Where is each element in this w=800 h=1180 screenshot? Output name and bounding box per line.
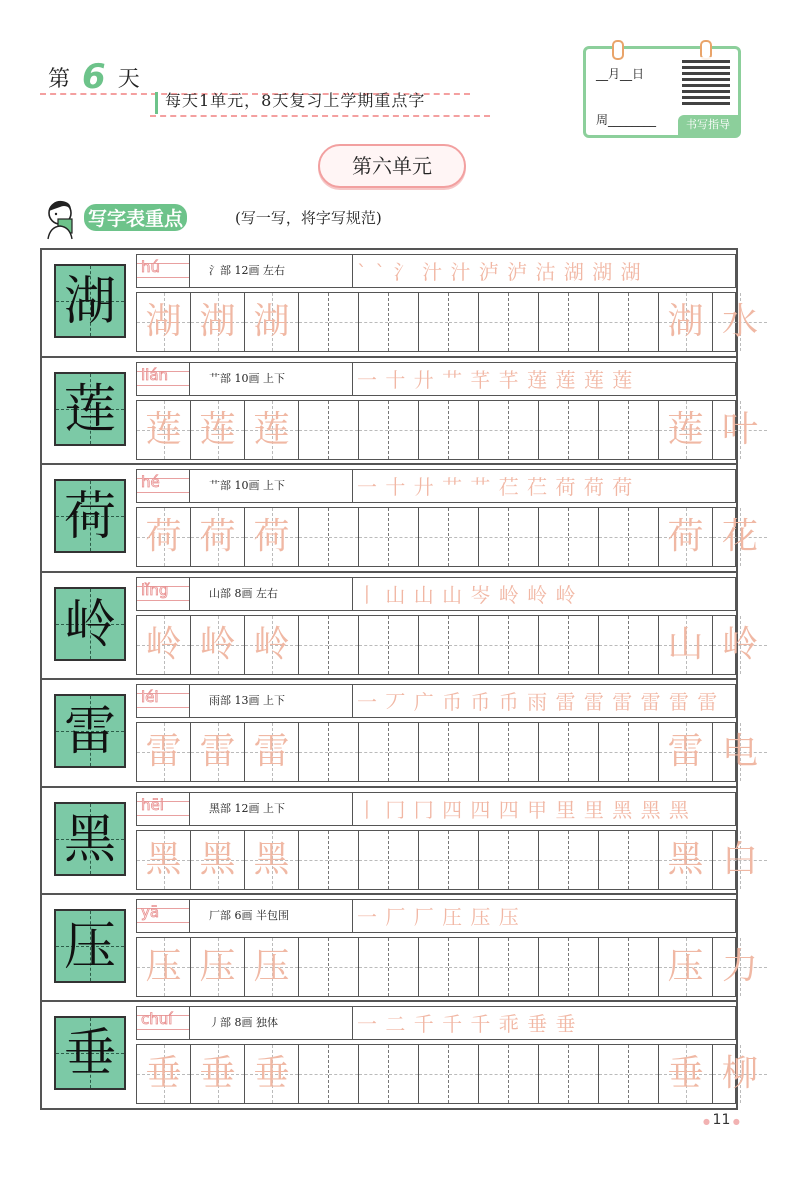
practice-cell[interactable] (599, 616, 629, 674)
trace-char: 莲 (145, 409, 182, 450)
pinyin-box (137, 793, 190, 825)
pinyin-box (137, 1007, 190, 1039)
info-strip (136, 577, 736, 611)
practice-cell[interactable] (299, 616, 329, 674)
practice-cell[interactable] (479, 293, 509, 351)
trace-char: 垂 (145, 1053, 182, 1094)
word-cell[interactable] (713, 508, 767, 566)
practice-cell[interactable] (389, 401, 419, 459)
practice-cell[interactable] (359, 723, 389, 781)
trace-cell[interactable] (191, 508, 245, 566)
model-char: 雷 (63, 702, 116, 762)
word-cell[interactable] (659, 1045, 713, 1103)
info-strip (136, 469, 736, 503)
stroke-order: 一 十 廾 艹 芊 芊 莲 莲 莲 莲 (357, 368, 634, 392)
stroke-order: 丨 冂 冂 四 四 四 甲 里 里 黑 黑 黑 (357, 798, 690, 822)
char-info: 雨部 13画 上下 (197, 685, 353, 717)
trace-char: 莲 (253, 409, 290, 450)
trace-char: 荷 (253, 516, 290, 557)
practice-cell[interactable] (359, 938, 389, 996)
trace-cell[interactable] (245, 616, 299, 674)
practice-cell[interactable] (329, 831, 359, 889)
trace-cell[interactable] (137, 938, 191, 996)
section-title: 写字表重点 (84, 204, 187, 231)
practice-cell[interactable] (449, 1045, 479, 1103)
practice-cell[interactable] (299, 401, 329, 459)
practice-cell[interactable] (569, 723, 599, 781)
slogan-accent-bar (155, 92, 158, 114)
trace-char: 黑 (199, 839, 236, 880)
practice-cell[interactable] (509, 938, 539, 996)
practice-cell[interactable] (629, 938, 659, 996)
practice-row (40, 678, 758, 788)
pinyin: hēi (141, 796, 164, 814)
practice-cell[interactable] (539, 938, 569, 996)
word-char: 水 (721, 301, 758, 342)
practice-cell[interactable] (299, 293, 329, 351)
trace-char: 压 (145, 946, 182, 987)
trace-char: 压 (199, 946, 236, 987)
practice-cell[interactable] (539, 616, 569, 674)
trace-char: 雷 (145, 731, 182, 772)
practice-cell[interactable] (389, 508, 419, 566)
word-cell[interactable] (659, 293, 713, 351)
trace-char: 压 (253, 946, 290, 987)
trace-cell[interactable] (245, 293, 299, 351)
practice-cell[interactable] (569, 1045, 599, 1103)
model-char-box (54, 694, 126, 768)
practice-cell[interactable] (449, 831, 479, 889)
word-char: 柳 (721, 1053, 758, 1094)
writing-grid (136, 722, 758, 782)
date-card (583, 46, 741, 138)
ring-icon (612, 40, 624, 60)
section-subtitle: (写一写，将字写规范) (235, 209, 382, 227)
trace-cell[interactable] (191, 831, 245, 889)
practice-cell[interactable] (419, 723, 449, 781)
writing-grid (136, 937, 758, 997)
writing-grid (136, 400, 758, 460)
word-char: 花 (721, 516, 758, 557)
word-char: 荷 (667, 516, 704, 557)
writing-grid (136, 507, 758, 567)
practice-cell[interactable] (569, 401, 599, 459)
writing-grid (136, 1044, 758, 1104)
practice-cell[interactable] (359, 293, 389, 351)
model-char-box (54, 587, 126, 661)
practice-cell[interactable] (509, 616, 539, 674)
boy-reading-icon (40, 197, 80, 241)
practice-cell[interactable] (449, 401, 479, 459)
practice-cell[interactable] (329, 616, 359, 674)
word-char: 白 (721, 839, 758, 880)
practice-cell[interactable] (419, 938, 449, 996)
char-info: 厂部 6画 半包围 (197, 900, 353, 932)
info-strip (136, 684, 736, 718)
practice-cell[interactable] (629, 401, 659, 459)
trace-cell[interactable] (245, 723, 299, 781)
unit-title: 第六单元 (318, 144, 466, 188)
practice-cell[interactable] (599, 831, 629, 889)
practice-cell[interactable] (539, 723, 569, 781)
trace-char: 岭 (199, 624, 236, 665)
trace-cell[interactable] (191, 293, 245, 351)
pinyin-box (137, 363, 190, 395)
practice-cell[interactable] (629, 616, 659, 674)
week-field[interactable]: 周________ (596, 113, 657, 127)
word-cell[interactable] (713, 401, 767, 459)
practice-cell[interactable] (299, 723, 329, 781)
trace-cell[interactable] (137, 831, 191, 889)
day-suffix: 天 (117, 67, 140, 92)
trace-cell[interactable] (137, 723, 191, 781)
page-number: ● 11 ● (703, 1112, 740, 1128)
word-cell[interactable] (713, 831, 767, 889)
day-prefix: 第 (48, 67, 71, 92)
stroke-order: 一 丆 广 币 币 币 雨 雷 雷 雷 雷 雷 雷 (357, 690, 719, 714)
practice-cell[interactable] (479, 831, 509, 889)
practice-cell[interactable] (629, 293, 659, 351)
practice-cell[interactable] (299, 1045, 329, 1103)
trace-char: 雷 (199, 731, 236, 772)
practice-cell[interactable] (479, 401, 509, 459)
pinyin: hú (141, 258, 161, 276)
word-cell[interactable] (713, 616, 767, 674)
slogan-underline (150, 115, 490, 117)
trace-cell[interactable] (245, 401, 299, 459)
word-cell[interactable] (659, 938, 713, 996)
writing-grid (136, 830, 758, 890)
practice-cell[interactable] (299, 508, 329, 566)
practice-cell[interactable] (449, 293, 479, 351)
word-cell[interactable] (659, 401, 713, 459)
trace-cell[interactable] (245, 1045, 299, 1103)
practice-cell[interactable] (509, 401, 539, 459)
practice-cell[interactable] (389, 616, 419, 674)
trace-cell[interactable] (245, 938, 299, 996)
practice-cell[interactable] (329, 938, 359, 996)
trace-char: 荷 (199, 516, 236, 557)
pinyin: yā (141, 903, 160, 921)
stroke-order: ` ` 氵 汁 汁 泸 泸 沽 湖 湖 湖 (357, 260, 642, 284)
stroke-order: 一 十 廾 艹 艹 芢 芢 荷 荷 荷 (357, 475, 634, 499)
practice-cell[interactable] (419, 616, 449, 674)
practice-row (40, 893, 758, 1003)
practice-cell[interactable] (539, 508, 569, 566)
word-cell[interactable] (659, 831, 713, 889)
model-char-box (54, 372, 126, 446)
practice-cell[interactable] (329, 401, 359, 459)
day-title (48, 55, 140, 95)
trace-cell[interactable] (245, 508, 299, 566)
char-info: 丿部 8画 独体 (197, 1007, 353, 1039)
trace-char: 黑 (145, 839, 182, 880)
word-char: 垂 (667, 1053, 704, 1094)
practice-cell[interactable] (569, 831, 599, 889)
word-char: 力 (721, 946, 758, 987)
trace-char: 湖 (253, 301, 290, 342)
writing-grid (136, 292, 758, 352)
practice-cell[interactable] (449, 938, 479, 996)
practice-cell[interactable] (419, 401, 449, 459)
practice-cell[interactable] (479, 508, 509, 566)
word-char: 湖 (667, 301, 704, 342)
practice-cell[interactable] (389, 293, 419, 351)
word-char: 叶 (721, 409, 758, 450)
practice-row (40, 1000, 758, 1110)
trace-cell[interactable] (137, 508, 191, 566)
day-number: 6 (82, 57, 106, 97)
practice-cell[interactable] (359, 616, 389, 674)
practice-cell[interactable] (419, 293, 449, 351)
pinyin: lǐng (141, 581, 169, 599)
practice-cell[interactable] (299, 938, 329, 996)
practice-cell[interactable] (539, 1045, 569, 1103)
practice-cell[interactable] (299, 831, 329, 889)
word-cell[interactable] (659, 723, 713, 781)
trace-char: 荷 (145, 516, 182, 557)
trace-char: 莲 (199, 409, 236, 450)
practice-cell[interactable] (389, 1045, 419, 1103)
trace-cell[interactable] (137, 1045, 191, 1103)
practice-cell[interactable] (569, 616, 599, 674)
practice-cell[interactable] (389, 831, 419, 889)
word-cell[interactable] (713, 293, 767, 351)
model-char-box (54, 264, 126, 338)
practice-cell[interactable] (599, 723, 629, 781)
practice-cell[interactable] (629, 831, 659, 889)
writing-grid (136, 615, 758, 675)
word-cell[interactable] (659, 616, 713, 674)
practice-cell[interactable] (389, 938, 419, 996)
trace-cell[interactable] (191, 1045, 245, 1103)
pinyin-box (137, 255, 190, 287)
practice-cell[interactable] (599, 293, 629, 351)
practice-row (40, 571, 758, 681)
practice-cell[interactable] (629, 723, 659, 781)
practice-cell[interactable] (539, 401, 569, 459)
model-char: 压 (63, 917, 116, 977)
model-char: 垂 (63, 1024, 116, 1084)
pinyin: lián (141, 366, 169, 384)
word-char: 压 (667, 946, 704, 987)
practice-cell[interactable] (629, 508, 659, 566)
info-strip (136, 792, 736, 826)
word-char: 雷 (667, 731, 704, 772)
trace-char: 岭 (145, 624, 182, 665)
practice-cell[interactable] (509, 508, 539, 566)
model-char: 岭 (63, 595, 116, 655)
pinyin-box (137, 470, 190, 502)
word-char: 山 (667, 624, 704, 665)
pinyin-box (137, 578, 190, 610)
practice-cell[interactable] (569, 293, 599, 351)
word-char: 岭 (721, 624, 758, 665)
pinyin-box (137, 900, 190, 932)
practice-cell[interactable] (539, 831, 569, 889)
model-char: 荷 (63, 487, 116, 547)
date-field[interactable]: __月__日 (596, 67, 645, 81)
practice-cell[interactable] (359, 1045, 389, 1103)
practice-cell[interactable] (329, 293, 359, 351)
practice-cell[interactable] (329, 508, 359, 566)
model-char-box (54, 909, 126, 983)
qr-code-icon[interactable] (682, 57, 730, 105)
model-char: 湖 (63, 272, 116, 332)
word-cell[interactable] (713, 723, 767, 781)
practice-cell[interactable] (479, 938, 509, 996)
trace-cell[interactable] (191, 938, 245, 996)
practice-row (40, 356, 758, 466)
trace-char: 黑 (253, 839, 290, 880)
info-strip (136, 899, 736, 933)
char-info: 黑部 12画 上下 (197, 793, 353, 825)
practice-cell[interactable] (539, 293, 569, 351)
info-strip (136, 254, 736, 288)
practice-cell[interactable] (479, 723, 509, 781)
model-char-box (54, 1016, 126, 1090)
practice-cell[interactable] (569, 508, 599, 566)
practice-cell[interactable] (359, 401, 389, 459)
practice-cell[interactable] (329, 723, 359, 781)
practice-cell[interactable] (389, 723, 419, 781)
practice-row (40, 463, 758, 573)
pinyin: léi (141, 688, 159, 706)
practice-cell[interactable] (509, 831, 539, 889)
word-cell[interactable] (713, 938, 767, 996)
word-cell[interactable] (659, 508, 713, 566)
model-char: 黑 (63, 810, 116, 870)
practice-cell[interactable] (509, 293, 539, 351)
practice-cell[interactable] (599, 1045, 629, 1103)
pinyin-box (137, 685, 190, 717)
pinyin: chuí (141, 1010, 173, 1028)
trace-cell[interactable] (137, 293, 191, 351)
trace-char: 岭 (253, 624, 290, 665)
practice-cell[interactable] (509, 723, 539, 781)
word-char: 莲 (667, 409, 704, 450)
model-char-box (54, 802, 126, 876)
practice-cell[interactable] (509, 1045, 539, 1103)
trace-cell[interactable] (191, 401, 245, 459)
trace-char: 湖 (145, 301, 182, 342)
practice-cell[interactable] (479, 616, 509, 674)
model-char: 莲 (63, 380, 116, 440)
practice-row (40, 786, 758, 896)
practice-cell[interactable] (449, 508, 479, 566)
trace-cell[interactable] (137, 401, 191, 459)
char-info: 氵部 12画 左右 (197, 255, 353, 287)
practice-cell[interactable] (599, 401, 629, 459)
practice-cell[interactable] (599, 508, 629, 566)
trace-char: 雷 (253, 731, 290, 772)
word-char: 电 (721, 731, 758, 772)
char-info: 山部 8画 左右 (197, 578, 353, 610)
info-strip (136, 1006, 736, 1040)
practice-cell[interactable] (569, 938, 599, 996)
trace-cell[interactable] (191, 723, 245, 781)
pinyin: hé (141, 473, 160, 491)
char-info: 艹部 10画 上下 (197, 470, 353, 502)
practice-cell[interactable] (479, 1045, 509, 1103)
trace-char: 垂 (199, 1053, 236, 1094)
practice-cell[interactable] (419, 831, 449, 889)
trace-cell[interactable] (245, 831, 299, 889)
qr-label: 书写指导 (678, 115, 738, 135)
practice-row (40, 248, 758, 358)
word-char: 黑 (667, 839, 704, 880)
practice-cell[interactable] (329, 1045, 359, 1103)
practice-cell[interactable] (359, 508, 389, 566)
stroke-order: 一 厂 厂 圧 压 压 (357, 905, 520, 929)
slogan: 每天1单元，8天复习上学期重点字 (165, 91, 426, 110)
trace-cell[interactable] (137, 616, 191, 674)
practice-cell[interactable] (419, 1045, 449, 1103)
stroke-order: 丨 山 山 山 岑 岭 岭 岭 (357, 583, 577, 607)
trace-char: 湖 (199, 301, 236, 342)
practice-cell[interactable] (419, 508, 449, 566)
trace-cell[interactable] (191, 616, 245, 674)
model-char-box (54, 479, 126, 553)
practice-cell[interactable] (599, 938, 629, 996)
practice-cell[interactable] (449, 616, 479, 674)
practice-cell[interactable] (449, 723, 479, 781)
practice-cell[interactable] (629, 1045, 659, 1103)
char-info: 艹部 10画 上下 (197, 363, 353, 395)
trace-char: 垂 (253, 1053, 290, 1094)
practice-cell[interactable] (359, 831, 389, 889)
info-strip (136, 362, 736, 396)
stroke-order: 一 二 千 千 千 乖 垂 垂 (357, 1012, 577, 1036)
word-cell[interactable] (713, 1045, 767, 1103)
